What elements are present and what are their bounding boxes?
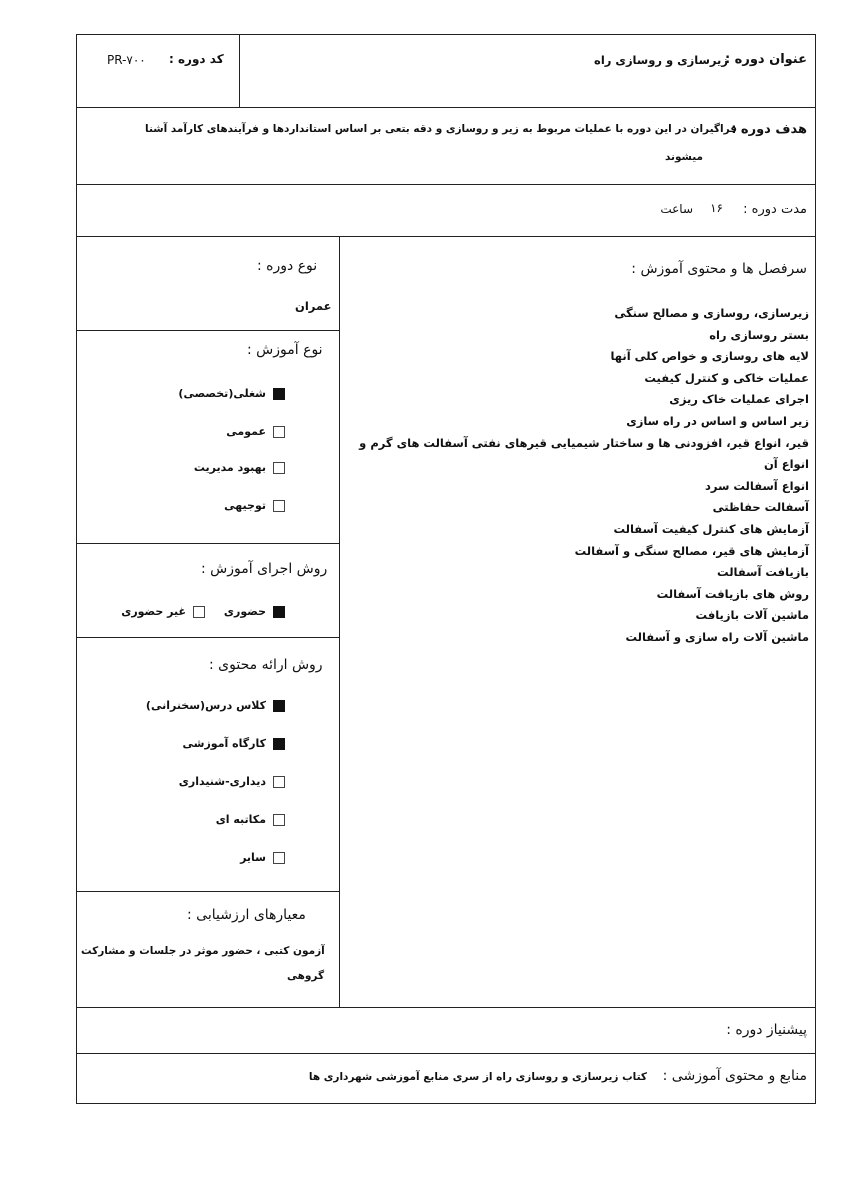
presentation-method-label: روش ارائه محتوی :	[209, 657, 323, 673]
option-label: حضوری	[223, 605, 266, 618]
syllabus-topic: انواع آسفالت سرد	[705, 478, 809, 493]
syllabus-topic-list	[345, 303, 815, 753]
prerequisite-label: پیشنیاز دوره :	[726, 1022, 807, 1038]
syllabus-topic: روش های بازیافت آسفالت	[656, 586, 809, 601]
goal-label: هدف دوره :	[731, 122, 807, 137]
divider-presentation-method	[77, 891, 339, 892]
checkbox-empty-icon[interactable]	[273, 814, 285, 826]
syllabus-label: سرفصل ها و محتوی آموزش :	[631, 261, 807, 277]
syllabus-topic: آسفالت حفاظتی	[712, 500, 809, 515]
prerequisite-row	[77, 1007, 815, 1054]
presentation-method-option[interactable]	[146, 699, 285, 712]
option-label: بهبود مدیریت	[193, 461, 266, 474]
training-type-option[interactable]	[178, 387, 285, 400]
syllabus-topic: آزمایش های قیر، مصالح سنگی و آسفالت	[574, 543, 809, 558]
checkbox-empty-icon[interactable]	[193, 606, 205, 618]
resources-row	[77, 1054, 815, 1103]
training-type-option[interactable]	[224, 499, 285, 512]
option-label: توجیهی	[224, 499, 266, 512]
syllabus-topic: ماشین آلات بازیافت	[695, 608, 809, 623]
training-type-label: نوع آموزش :	[247, 342, 323, 358]
course-code-value: PR-۷۰۰	[107, 53, 146, 67]
course-form	[76, 34, 816, 1104]
middle-divider	[339, 237, 340, 1007]
header-divider	[239, 35, 240, 108]
syllabus-topic: لایه های روسازی و خواص کلی آنها	[610, 349, 809, 364]
syllabus-topic: اجرای عملیات خاک ریزی	[669, 392, 809, 407]
divider-training-type	[77, 543, 339, 544]
checkbox-checked-icon[interactable]	[273, 388, 285, 400]
syllabus-topic: بازیافت آسفالت	[717, 565, 809, 580]
evaluation-text-line1: آزمون کتبی ، حضور موثر در جلسات و مشارکت	[81, 945, 325, 957]
evaluation-text-line2: گروهی	[287, 970, 325, 982]
presentation-method-option[interactable]	[240, 851, 285, 864]
option-label: کلاس درس(سخنرانی)	[145, 699, 266, 712]
course-title-label: عنوان دوره :	[724, 52, 807, 67]
duration-row	[77, 185, 815, 237]
syllabus-topic: ماشین آلات راه سازی و آسفالت	[625, 630, 809, 644]
syllabus-topic: زیر اساس و اساس در راه سازی	[626, 414, 809, 428]
syllabus-topic: عملیات خاکی و کنترل کیفیت	[644, 370, 809, 385]
checkbox-empty-icon[interactable]	[273, 500, 285, 512]
duration-value: ۱۶	[710, 201, 723, 215]
option-label: غیر حضوری	[121, 605, 186, 618]
checkbox-empty-icon[interactable]	[273, 852, 285, 864]
syllabus-topic: انواع آن	[763, 457, 809, 472]
delivery-method-option[interactable]	[224, 605, 285, 618]
option-label: کارگاه آموزشی	[182, 737, 266, 750]
training-type-option[interactable]	[194, 461, 285, 474]
course-code-label: کد دوره :	[169, 52, 224, 66]
presentation-method-option[interactable]	[216, 813, 285, 826]
header-row	[77, 35, 815, 108]
course-type-label: نوع دوره :	[257, 258, 318, 274]
divider-delivery-method	[77, 637, 339, 638]
option-label: سایر	[240, 851, 266, 864]
divider-course-type	[77, 330, 339, 331]
goal-text-line2: میشوند	[664, 151, 703, 163]
checkbox-checked-icon[interactable]	[273, 738, 285, 750]
checkbox-empty-icon[interactable]	[273, 426, 285, 438]
evaluation-label: معیارهای ارزشیابی :	[187, 907, 306, 923]
checkbox-checked-icon[interactable]	[273, 606, 285, 618]
option-label: مکاتبه ای	[215, 813, 266, 826]
duration-unit: ساعت	[660, 202, 693, 216]
resources-value: کتاب زیرسازی و روسازی راه از سری منابع آموزشی شهرداری ها	[308, 1071, 647, 1083]
checkbox-empty-icon[interactable]	[273, 776, 285, 788]
syllabus-topic: زیرسازی، روسازی و مصالح سنگی	[614, 306, 809, 320]
resources-label: منابع و محتوی آموزشی :	[662, 1068, 807, 1084]
checkbox-checked-icon[interactable]	[273, 700, 285, 712]
syllabus-topic: بستر روسازی راه	[709, 327, 809, 342]
goal-row	[77, 108, 815, 185]
delivery-method-label: روش اجرای آموزش :	[201, 561, 328, 577]
course-type-value: عمران	[295, 299, 332, 313]
syllabus-topic: آزمایش های کنترل کیفیت آسفالت	[613, 522, 809, 536]
presentation-method-option[interactable]	[183, 737, 285, 750]
presentation-method-option[interactable]	[179, 775, 285, 788]
checkbox-empty-icon[interactable]	[273, 462, 285, 474]
syllabus-topic: قیر، انواع قیر، افزودنی ها و ساختار شیمیایی قیرهای نفتی آسفالت های گرم و	[359, 435, 809, 450]
training-type-option[interactable]	[226, 425, 285, 438]
delivery-method-option[interactable]	[121, 605, 205, 618]
course-title-value: زیرسازی و روسازی راه	[594, 53, 728, 67]
duration-label: مدت دوره :	[743, 202, 807, 217]
option-label: عمومی	[226, 425, 266, 438]
option-label: شغلی(تخصصی)	[178, 387, 266, 400]
goal-text-line1: فراگیران در این دوره با عملیات مربوط به زیر و روسازی و دقه بتعی بر اساس استاندارد‌ها و فرآیند‌های کارآمد آشنا	[145, 123, 737, 135]
option-label: دیداری-شنیداری	[178, 775, 266, 788]
